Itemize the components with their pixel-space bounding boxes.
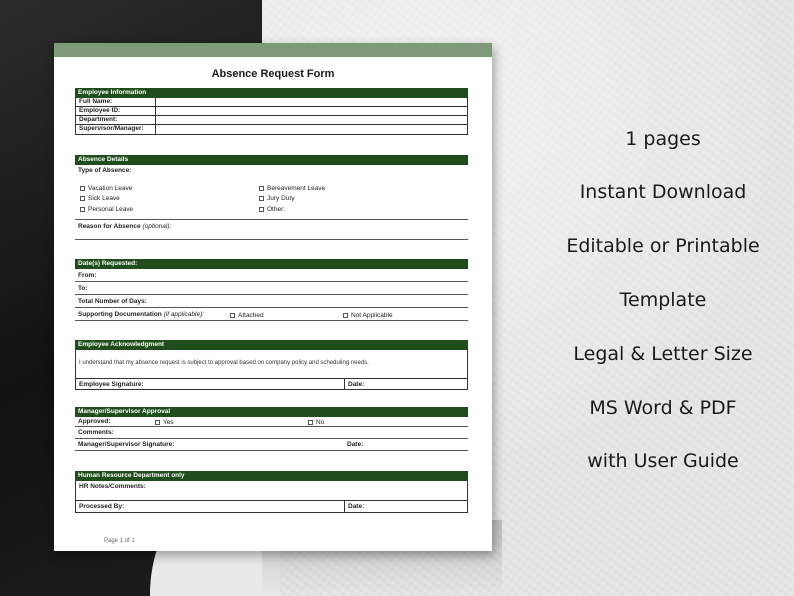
comments-row[interactable] [75, 427, 468, 439]
department-field[interactable] [156, 116, 467, 124]
supporting-docs-row [75, 308, 468, 321]
approved-no-option[interactable] [308, 418, 324, 427]
approved-label: Approved: [78, 418, 111, 425]
supervisor-row [76, 125, 467, 134]
form-title: Absence Request Form [211, 68, 335, 80]
employee-date-label: Date: [348, 381, 365, 388]
manager-approval-section [75, 407, 468, 451]
section-header: Absence Details [75, 155, 468, 165]
feature-sizes: Legal & Letter Size [573, 343, 753, 365]
option-label: Yes [163, 419, 174, 426]
checkbox-icon[interactable] [80, 207, 85, 212]
field-label: Full Name: [76, 98, 156, 106]
acknowledgment-text: I understand that my absence request is subject to approval based on company policy and scheduling needs. [79, 360, 369, 366]
absence-details-section [75, 155, 468, 245]
option-label: Sick Leave [88, 195, 120, 202]
processed-by-label: Processed By: [79, 503, 125, 510]
feature-template: Template [619, 289, 707, 311]
field-label: Department: [76, 116, 156, 124]
checkbox-icon[interactable] [80, 196, 85, 201]
checkbox-icon[interactable] [259, 186, 264, 191]
attached-option[interactable] [230, 309, 264, 322]
full-name-row [76, 98, 467, 107]
jury-duty-option[interactable] [259, 195, 294, 202]
option-label: Personal Leave [88, 206, 134, 213]
comments-label: Comments: [78, 429, 114, 436]
reason-label-text: Reason for Absence [78, 223, 141, 230]
to-label: To: [78, 285, 88, 292]
feature-editable: Editable or Printable [566, 235, 760, 257]
checkbox-icon[interactable] [308, 420, 313, 425]
other-option[interactable] [259, 206, 285, 213]
feature-pages: 1 pages [625, 128, 701, 150]
hr-notes-label: HR Notes/Comments: [79, 483, 146, 490]
option-label: Not Applicable [351, 312, 393, 319]
option-label: Other: [267, 206, 286, 213]
manager-date-label: Date: [347, 441, 364, 448]
checkbox-icon[interactable] [155, 420, 160, 425]
manager-signature-row[interactable] [75, 439, 468, 451]
supervisor-field[interactable] [156, 125, 467, 134]
approved-row [75, 417, 468, 427]
from-label: From: [78, 272, 97, 279]
section-header: Human Resource Department only [75, 471, 468, 481]
department-row [76, 116, 467, 125]
employee-info-section [75, 88, 468, 135]
option-label: Bereavement Leave [267, 185, 326, 192]
employee-id-field[interactable] [156, 107, 467, 115]
reason-input-line[interactable] [75, 239, 468, 240]
section-header: Employee Acknowledgment [75, 340, 468, 350]
option-label: Vacation Leave [88, 185, 133, 192]
total-days-label: Total Number of Days: [78, 298, 147, 305]
checkbox-icon[interactable] [80, 186, 85, 191]
form-document [54, 43, 492, 551]
option-label: Jury Duty [267, 195, 295, 202]
page-number: Page 1 of 1 [104, 538, 135, 544]
approved-yes-option[interactable] [155, 418, 174, 427]
bereavement-leave-option[interactable] [259, 185, 325, 192]
reason-optional-text: (optional): [142, 223, 172, 230]
section-header: Employee Information [75, 88, 468, 98]
checkbox-icon[interactable] [343, 313, 348, 318]
total-days-row[interactable] [75, 295, 468, 308]
vacation-leave-option[interactable] [80, 185, 132, 192]
supporting-label: Supporting Documentation [78, 311, 162, 318]
supporting-note: (if applicable): [163, 311, 205, 318]
employee-signature-label: Employee Signature: [79, 381, 144, 388]
field-label: Employee ID: [76, 107, 156, 115]
acknowledgment-section [75, 340, 468, 390]
divider [76, 378, 467, 379]
hr-date-label: Date: [348, 503, 365, 510]
checkbox-icon[interactable] [230, 313, 235, 318]
dates-requested-section [75, 259, 468, 321]
option-label: No [316, 419, 325, 426]
feature-user-guide: with User Guide [587, 450, 739, 472]
reason-label [78, 223, 171, 230]
sick-leave-option[interactable] [80, 195, 120, 202]
divider [76, 500, 467, 501]
divider [344, 378, 345, 389]
full-name-field[interactable] [156, 98, 467, 106]
checkbox-icon[interactable] [259, 207, 264, 212]
divider [344, 500, 345, 512]
hr-section [75, 471, 468, 513]
employee-id-row [76, 107, 467, 116]
document-top-band [54, 43, 492, 57]
field-label: Supervisor/Manager: [76, 125, 156, 134]
section-header: Manager/Supervisor Approval [75, 407, 468, 417]
type-of-absence-label: Type of Absence: [78, 167, 132, 174]
personal-leave-option[interactable] [80, 206, 133, 213]
feature-instant-download: Instant Download [579, 181, 747, 203]
to-row[interactable] [75, 282, 468, 295]
checkbox-icon[interactable] [259, 196, 264, 201]
section-header: Date(s) Requested: [75, 259, 468, 269]
from-row[interactable] [75, 269, 468, 282]
not-applicable-option[interactable] [343, 309, 393, 322]
feature-formats: MS Word & PDF [589, 397, 737, 419]
option-label: Attached [238, 312, 264, 319]
divider [75, 219, 468, 220]
manager-signature-label: Manager/Supervisor Signature: [78, 441, 175, 448]
